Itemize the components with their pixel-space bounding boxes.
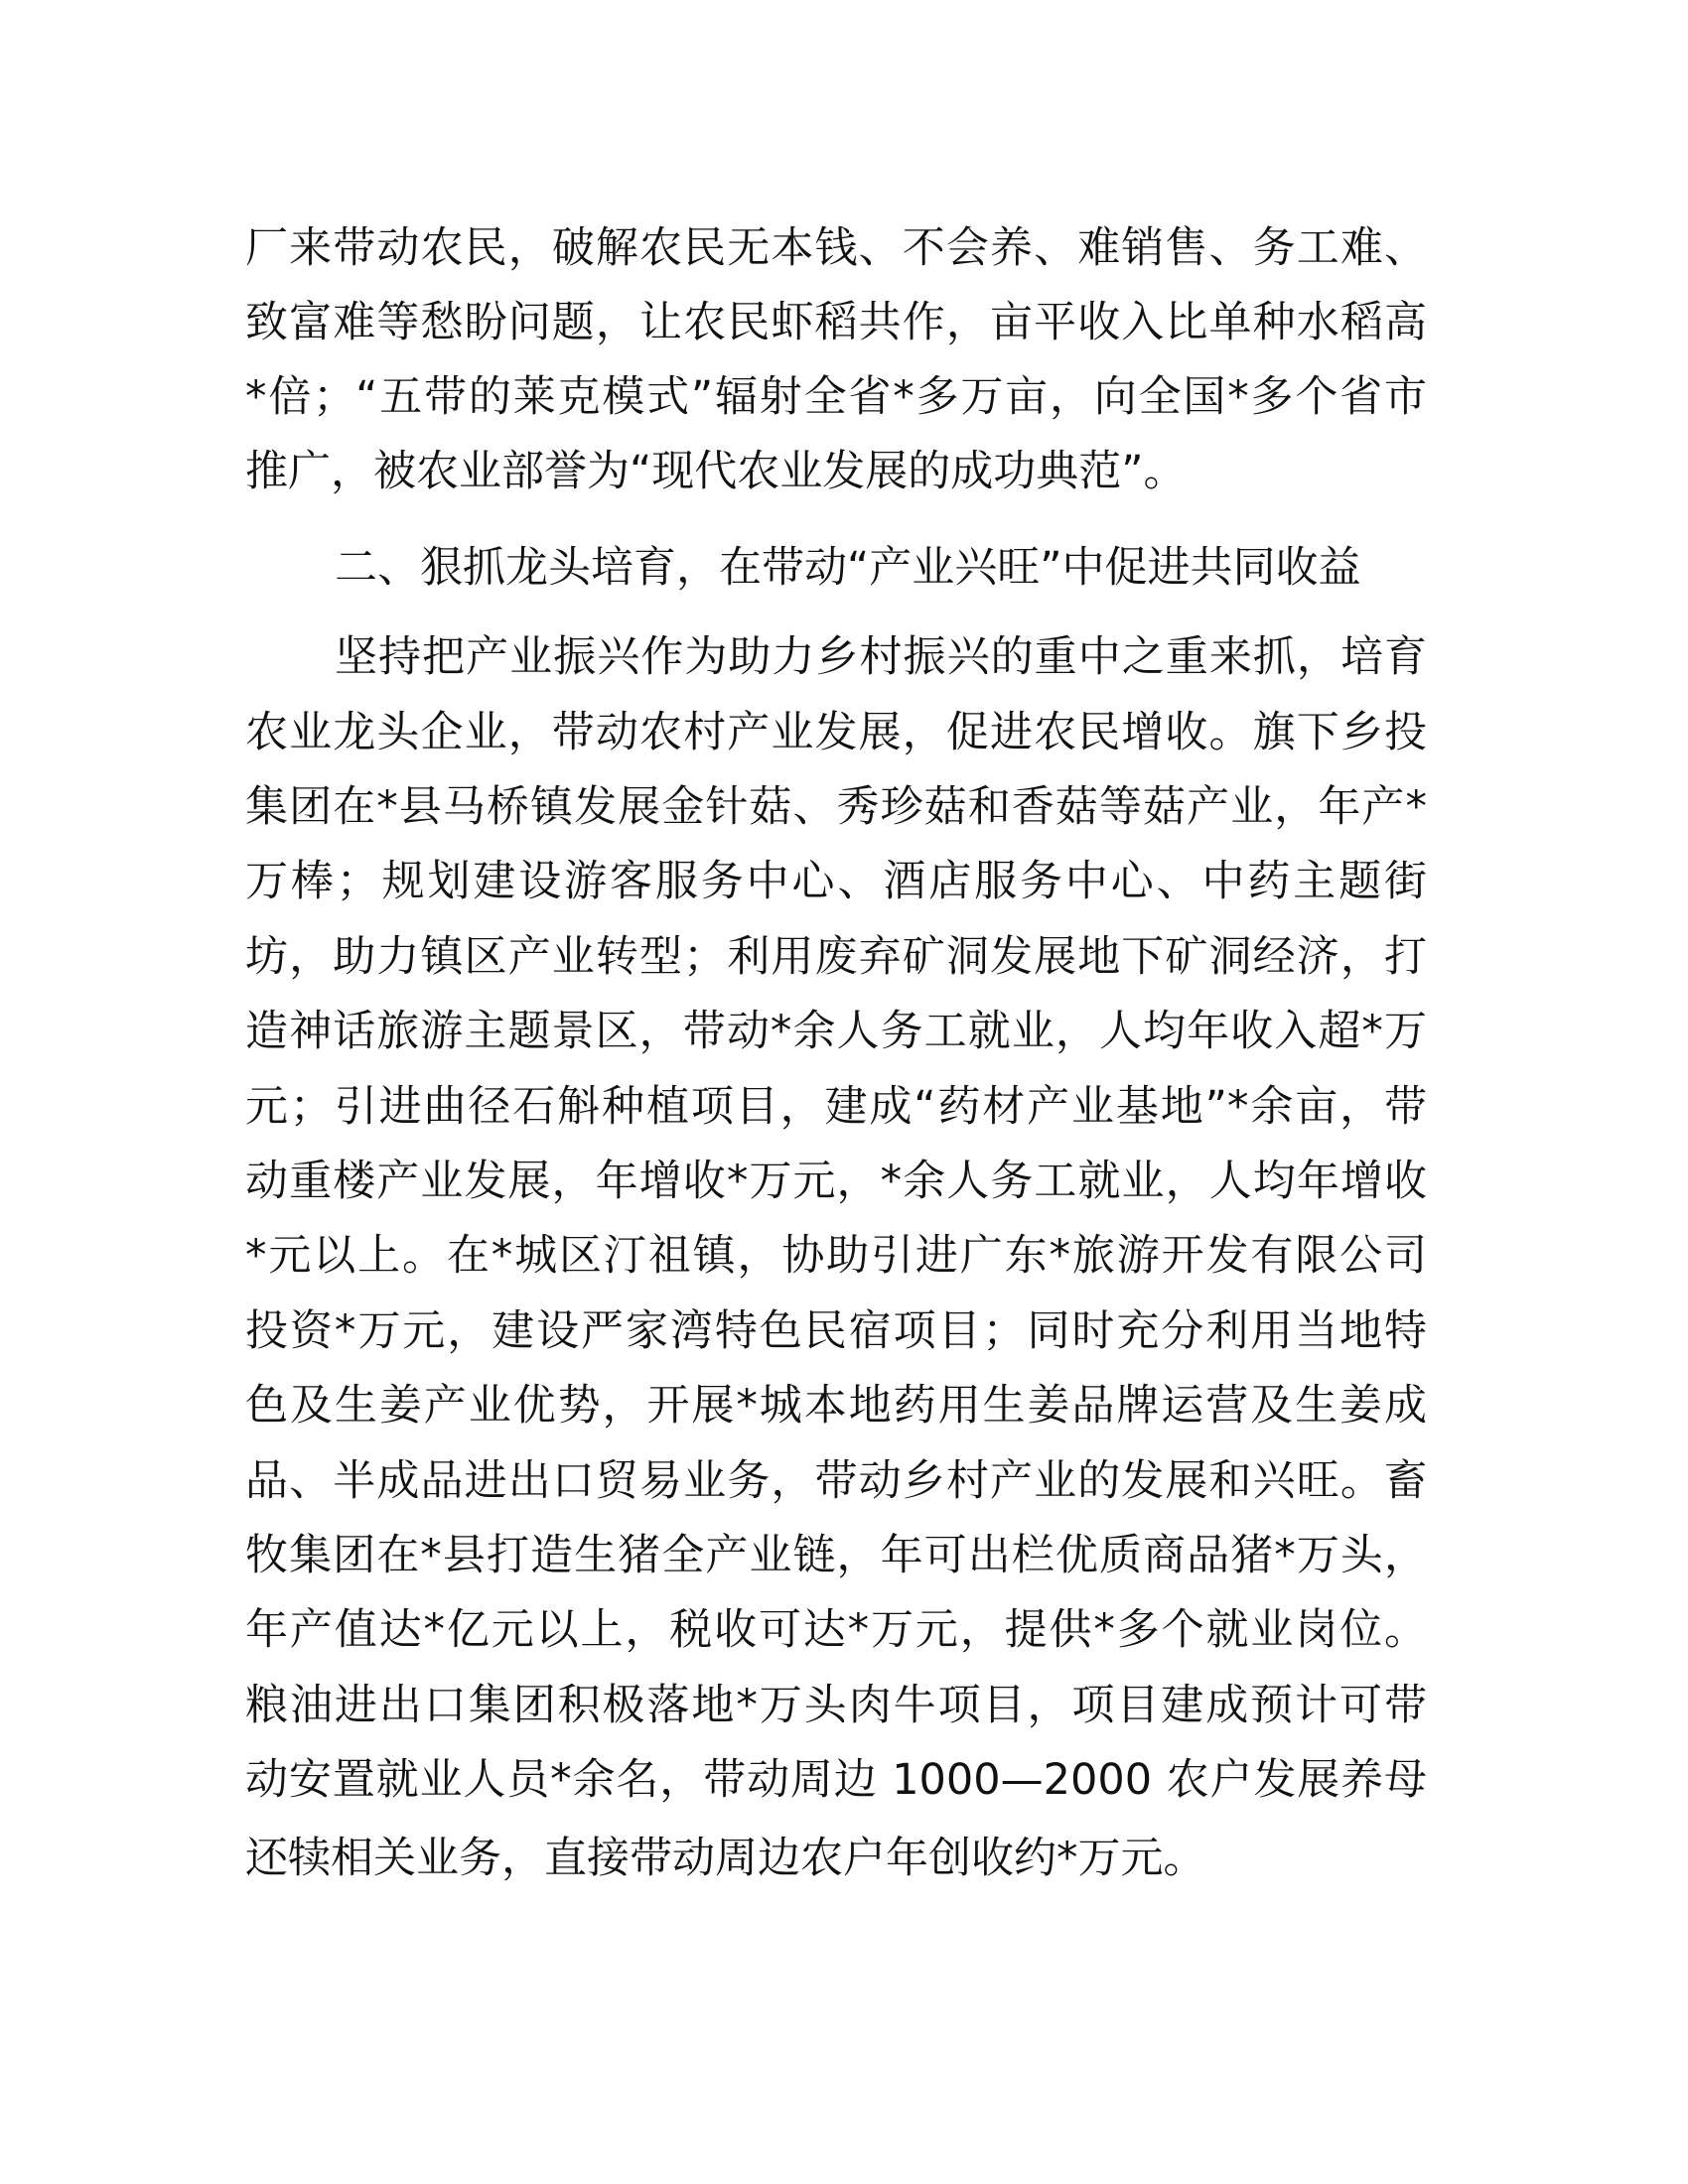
section-heading: 二、狠抓龙头培育，在带动“产业兴旺”中促进共同收益 xyxy=(335,543,1361,593)
paragraph-line: 动安置就业人员*余名，带动周边 1000—2000 农户发展养母 xyxy=(245,1755,1427,1805)
paragraph-line: 农业龙头企业，带动农村产业发展，促进农民增收。旗下乡投 xyxy=(245,708,1427,757)
paragraph-line: 年产值达*亿元以上，税收可达*万元，提供*多个就业岗位。 xyxy=(245,1605,1427,1655)
paragraph-line: 坊，助力镇区产业转型；利用废弃矿洞发展地下矿洞经济，打 xyxy=(245,932,1427,982)
paragraph-line: 粮油进出口集团积极落地*万头肉牛项目，项目建成预计可带 xyxy=(245,1681,1427,1730)
paragraph-line: 动重楼产业发展，年增收*万元，*余人务工就业，人均年增收 xyxy=(245,1157,1427,1206)
paragraph-line: 牧集团在*县打造生猪全产业链，年可出栏优质商品猪*万头， xyxy=(245,1531,1427,1580)
paragraph-line: 厂来带动农民，破解农民无本钱、不会养、难销售、务工难、 xyxy=(245,223,1427,273)
paragraph-line: *倍；“五带的莱克模式”辐射全省*多万亩，向全国*多个省市 xyxy=(245,372,1427,422)
paragraph-line: 品、半成品进出口贸易业务，带动乡村产业的发展和兴旺。畜 xyxy=(245,1456,1427,1506)
paragraph-line: 元；引进曲径石斛种植项目，建成“药材产业基地”*余亩，带 xyxy=(245,1082,1427,1132)
paragraph-line: 万棒；规划建设游客服务中心、酒店服务中心、中药主题街 xyxy=(245,857,1427,906)
paragraph-line: 还犊相关业务，直接带动周边农户年创收约*万元。 xyxy=(245,1834,1206,1883)
paragraph-line: 集团在*县马桥镇发展金针菇、秀珍菇和香菇等菇产业，年产* xyxy=(245,782,1427,832)
paragraph-line: 坚持把产业振兴作为助力乡村振兴的重中之重来抓，培育 xyxy=(335,632,1427,682)
paragraph-line: 推广，被农业部誉为“现代农业发展的成功典范”。 xyxy=(245,447,1187,496)
paragraph-line: *元以上。在*城区汀祖镇，协助引进广东*旅游开发有限公司 xyxy=(245,1231,1427,1281)
paragraph-line: 致富难等愁盼问题，让农民虾稻共作，亩平收入比单种水稻高 xyxy=(245,298,1427,347)
paragraph-line: 造神话旅游主题景区，带动*余人务工就业，人均年收入超*万 xyxy=(245,1007,1427,1056)
paragraph-line: 色及生姜产业优势，开展*城本地药用生姜品牌运营及生姜成 xyxy=(245,1381,1427,1431)
paragraph-line: 投资*万元，建设严家湾特色民宿项目；同时充分利用当地特 xyxy=(245,1306,1427,1356)
